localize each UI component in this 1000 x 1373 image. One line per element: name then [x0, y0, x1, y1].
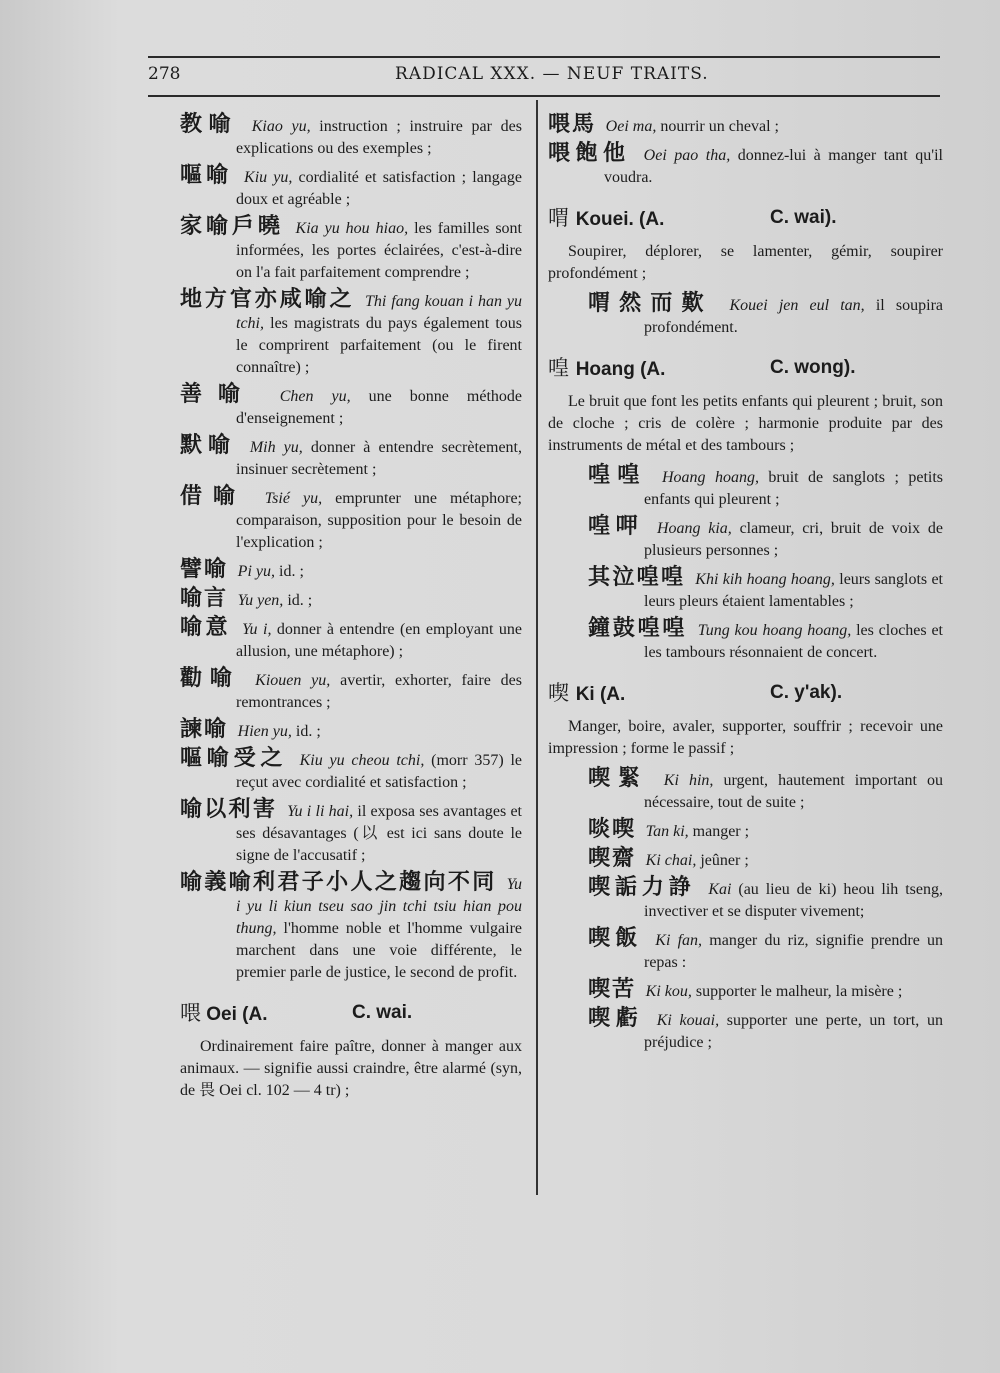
entry-romanization: Oei pao tha,	[643, 147, 731, 164]
section-definition: Ordinairement faire paître, donner à manger aux animaux. — signifie aussi craindre, être alarmé (syn, de 畏 Oei cl. 102 — 4 tr) ;	[180, 1038, 522, 1099]
dictionary-entry	[588, 979, 943, 1003]
entry-definition: id. ;	[291, 723, 321, 740]
entry-definition: nourrir un cheval ;	[656, 118, 779, 135]
dictionary-entry	[588, 516, 943, 562]
entry-romanization: Ki fan,	[655, 932, 703, 949]
dictionary-entry	[588, 465, 943, 511]
entry-characters: 啖喫	[588, 817, 646, 842]
entry-definition: bruit de sanglots ; petits enfants qui pleurent ;	[644, 469, 944, 508]
entry-characters: 鐘鼓喤喤	[588, 616, 698, 641]
entry-characters: 其泣喤喤	[588, 565, 696, 590]
entry-characters: 喫緊	[588, 766, 664, 791]
entry-characters: 勸喻	[180, 666, 256, 691]
entry-romanization: Yu i,	[242, 621, 272, 638]
entry-characters: 喫虧	[588, 1006, 657, 1031]
entry-romanization: Kiao yu,	[251, 118, 311, 135]
entry-romanization: Tan ki,	[645, 823, 689, 840]
entry-characters: 喫齋	[588, 846, 646, 871]
dictionary-entry	[180, 216, 522, 284]
entry-characters: 喻意	[180, 615, 243, 640]
entry-characters: 教喻	[180, 112, 252, 137]
dictionary-entry	[180, 617, 522, 663]
section-char: 喂	[180, 1001, 201, 1025]
dictionary-entry	[588, 293, 943, 339]
entry-definition: donner à entendre secrètement, insinuer secrètement ;	[236, 439, 522, 478]
entry-definition: leurs sanglots et leurs pleurs étaient lamentables ;	[644, 571, 943, 610]
entry-romanization: Thi fang kouan i han yu tchi,	[236, 293, 522, 332]
column-divider	[536, 100, 538, 1195]
section-definition: Le bruit que font les petits enfants qui pleurent ; bruit, son de cloche ; cris de colère ; harmonie produite par des instruments de métal et des tambours ;	[548, 393, 943, 454]
entry-characters: 嘔喻	[180, 163, 245, 188]
section-definition: Manger, boire, avaler, supporter, souffrir ; recevoir une impression ; forme le passif ;	[548, 718, 943, 757]
entry-definition: l'homme noble et l'homme vulgaire marchent dans une voie différente, le premier parle de justice, le second de profit.	[236, 920, 522, 981]
right-column	[548, 114, 943, 1059]
dictionary-entry	[180, 668, 522, 714]
entry-definition: supporter une perte, un tort, un préjudice ;	[644, 1012, 943, 1051]
entry-characters: 諫喻	[180, 717, 238, 742]
section-cantonese: C. y'ak).	[770, 682, 843, 703]
page-number: 278	[148, 64, 181, 84]
section-definition: Soupirer, déplorer, se lamenter, gémir, soupirer profondément ;	[548, 243, 943, 282]
entry-romanization: Hoang kia,	[656, 520, 732, 537]
dictionary-entry	[588, 848, 943, 872]
entry-romanization: Hoang hoang,	[661, 469, 759, 486]
left-entries	[180, 114, 522, 984]
entry-romanization: Yu yen,	[237, 592, 284, 609]
entry-characters: 喫苦	[588, 977, 646, 1002]
entry-romanization: Kouei jen eul tan,	[729, 297, 865, 314]
entry-characters: 喫飯	[588, 926, 656, 951]
entry-characters: 嘔喻受之	[180, 746, 300, 771]
right-top-entries	[548, 114, 943, 189]
dictionary-entry	[548, 143, 943, 189]
entry-romanization: Ki hin,	[663, 772, 714, 789]
section-romanization: Hoang (A.	[575, 359, 666, 380]
entry-definition: avertir, exhorter, faire des remontrances ;	[236, 672, 522, 711]
dictionary-entry	[180, 289, 522, 379]
dictionary-entry	[588, 928, 943, 974]
entry-characters: 喂飽他	[548, 141, 644, 166]
entry-definition: urgent, hautement important ou nécessaire, tout de suite ;	[644, 772, 944, 811]
dictionary-entry	[180, 588, 522, 612]
entry-romanization: Kiu yu,	[244, 169, 293, 186]
entry-definition: donnez-lui à manger tant qu'il voudra.	[604, 147, 944, 186]
right-sections	[548, 207, 943, 1054]
entry-romanization: Khi kih hoang hoang,	[695, 571, 835, 588]
dictionary-entry	[588, 819, 943, 843]
entry-definition: manger du riz, signifie prendre un repas :	[644, 932, 944, 971]
entry-characters: 譬喻	[180, 557, 238, 582]
entry-definition: cordialité et satisfaction ; langage doux et agréable ;	[236, 169, 522, 208]
left-column	[180, 114, 522, 1110]
entry-definition: instruction ; instruire par des explications ou des exemples ;	[236, 118, 522, 157]
entry-definition: id. ;	[275, 563, 304, 580]
entry-characters: 默喻	[180, 433, 250, 458]
entry-definition: donner à entendre (en employant une allusion, une métaphore) ;	[236, 621, 522, 660]
section-romanization: Ki (A.	[575, 684, 626, 705]
entry-romanization: Tung kou hoang hoang,	[697, 622, 852, 639]
entry-romanization: Pi yu,	[237, 563, 275, 580]
entry-characters: 喤呷	[588, 514, 657, 539]
dictionary-entry	[180, 872, 522, 984]
dictionary-entry	[180, 799, 522, 867]
entry-definition: (morr 357) le reçut avec cordialité et satisfaction ;	[236, 752, 522, 791]
section-char: 喟	[548, 206, 576, 230]
entry-romanization: Yu i yu li kiun tseu sao jin tchi tsiu hian pou thung,	[236, 876, 522, 937]
entry-romanization: Ki chai,	[645, 852, 697, 869]
entry-romanization: Hien yu,	[237, 723, 292, 740]
dictionary-entry	[180, 719, 522, 743]
section-heading-oei	[180, 1002, 522, 1028]
dictionary-entry	[180, 165, 522, 211]
section-cantonese: C. wai.	[352, 1002, 413, 1023]
section-cantonese: C. wai).	[770, 207, 837, 228]
section-heading	[548, 357, 943, 383]
entry-definition: supporter le malheur, la misère ;	[691, 983, 903, 1000]
entry-romanization: Mih yu,	[249, 439, 303, 456]
entry-definition: id. ;	[283, 592, 313, 609]
entry-definition: les cloches et les tambours résonnaient de concert.	[644, 622, 943, 661]
dictionary-entry	[180, 114, 522, 160]
entry-characters: 喻義喻利君子小人之趨向不同	[180, 870, 507, 895]
dictionary-entry	[588, 618, 943, 664]
section-romanization: Oei (A.	[206, 1004, 268, 1025]
entry-romanization: Kai	[708, 881, 732, 898]
running-title: RADICAL XXX. — NEUF TRAITS.	[395, 64, 709, 84]
entry-romanization: Kia yu hou hiao,	[295, 220, 409, 237]
section-heading	[548, 682, 943, 708]
entry-definition: les familles sont informées, les portes éclairées, c'est-à-dire on l'a fait parfaitement comprendre ;	[236, 220, 522, 281]
entry-definition: emprunter une métaphore; comparaison, supposition pour le besoin de l'explication ;	[236, 490, 522, 551]
section-char: 喤	[548, 356, 576, 380]
section-romanization: Kouei. (A.	[575, 209, 665, 230]
entry-characters: 喟然而歎	[588, 291, 730, 316]
entry-definition: il exposa ses avantages et ses désavantages (以 est ici sans doute le signe de l'accusatif ;	[236, 803, 522, 864]
top-rule	[148, 56, 940, 58]
entry-characters: 喂馬	[548, 112, 606, 137]
entry-definition: les magistrats du pays également tous le comprirent parfaitement (ou le firent connaître) ;	[236, 315, 522, 376]
entry-characters: 喤喤	[588, 463, 662, 488]
entry-characters: 喻以利害	[180, 797, 288, 822]
entry-romanization: Ki kou,	[645, 983, 692, 1000]
dictionary-entry	[588, 567, 943, 613]
entry-romanization: Oei ma,	[605, 118, 657, 135]
section-cantonese: C. wong).	[770, 357, 856, 378]
entry-characters: 家喻戶曉	[180, 214, 296, 239]
dictionary-entry	[180, 748, 522, 794]
entry-definition: une bonne méthode d'enseignement ;	[236, 388, 523, 427]
dictionary-entry	[180, 486, 522, 554]
entry-characters: 借喻	[180, 484, 265, 509]
entry-romanization: Tsié yu,	[264, 490, 323, 507]
dictionary-entry	[588, 1008, 943, 1054]
entry-romanization: Kiu yu cheou tchi,	[299, 752, 425, 769]
entry-characters: 地方官亦咸喻之	[180, 287, 365, 312]
dictionary-entry	[180, 559, 522, 583]
entry-definition: il soupira profondément.	[644, 297, 943, 336]
entry-definition: manger ;	[688, 823, 750, 840]
entry-characters: 喫詬力諍	[588, 875, 709, 900]
entry-definition: jeûner ;	[696, 852, 749, 869]
dictionary-entry	[180, 435, 522, 481]
dictionary-entry	[588, 877, 943, 923]
entry-characters: 喻言	[180, 586, 238, 611]
section-heading	[548, 207, 943, 233]
section-char: 喫	[548, 681, 576, 705]
dictionary-entry	[548, 114, 943, 138]
entry-romanization: Yu i li hai,	[287, 803, 354, 820]
dictionary-entry	[588, 768, 943, 814]
entry-romanization: Ki kouai,	[656, 1012, 720, 1029]
dictionary-entry	[180, 384, 522, 430]
header-rule	[148, 95, 940, 97]
entry-romanization: Chen yu,	[279, 388, 351, 405]
entry-romanization: Kiouen yu,	[255, 672, 331, 689]
entry-definition: clameur, cri, bruit de voix de plusieurs personnes ;	[644, 520, 943, 559]
entry-definition: (au lieu de ki) heou lih tseng, invectiver et se disputer vivement;	[644, 881, 943, 920]
entry-characters: 善喻	[180, 382, 280, 407]
